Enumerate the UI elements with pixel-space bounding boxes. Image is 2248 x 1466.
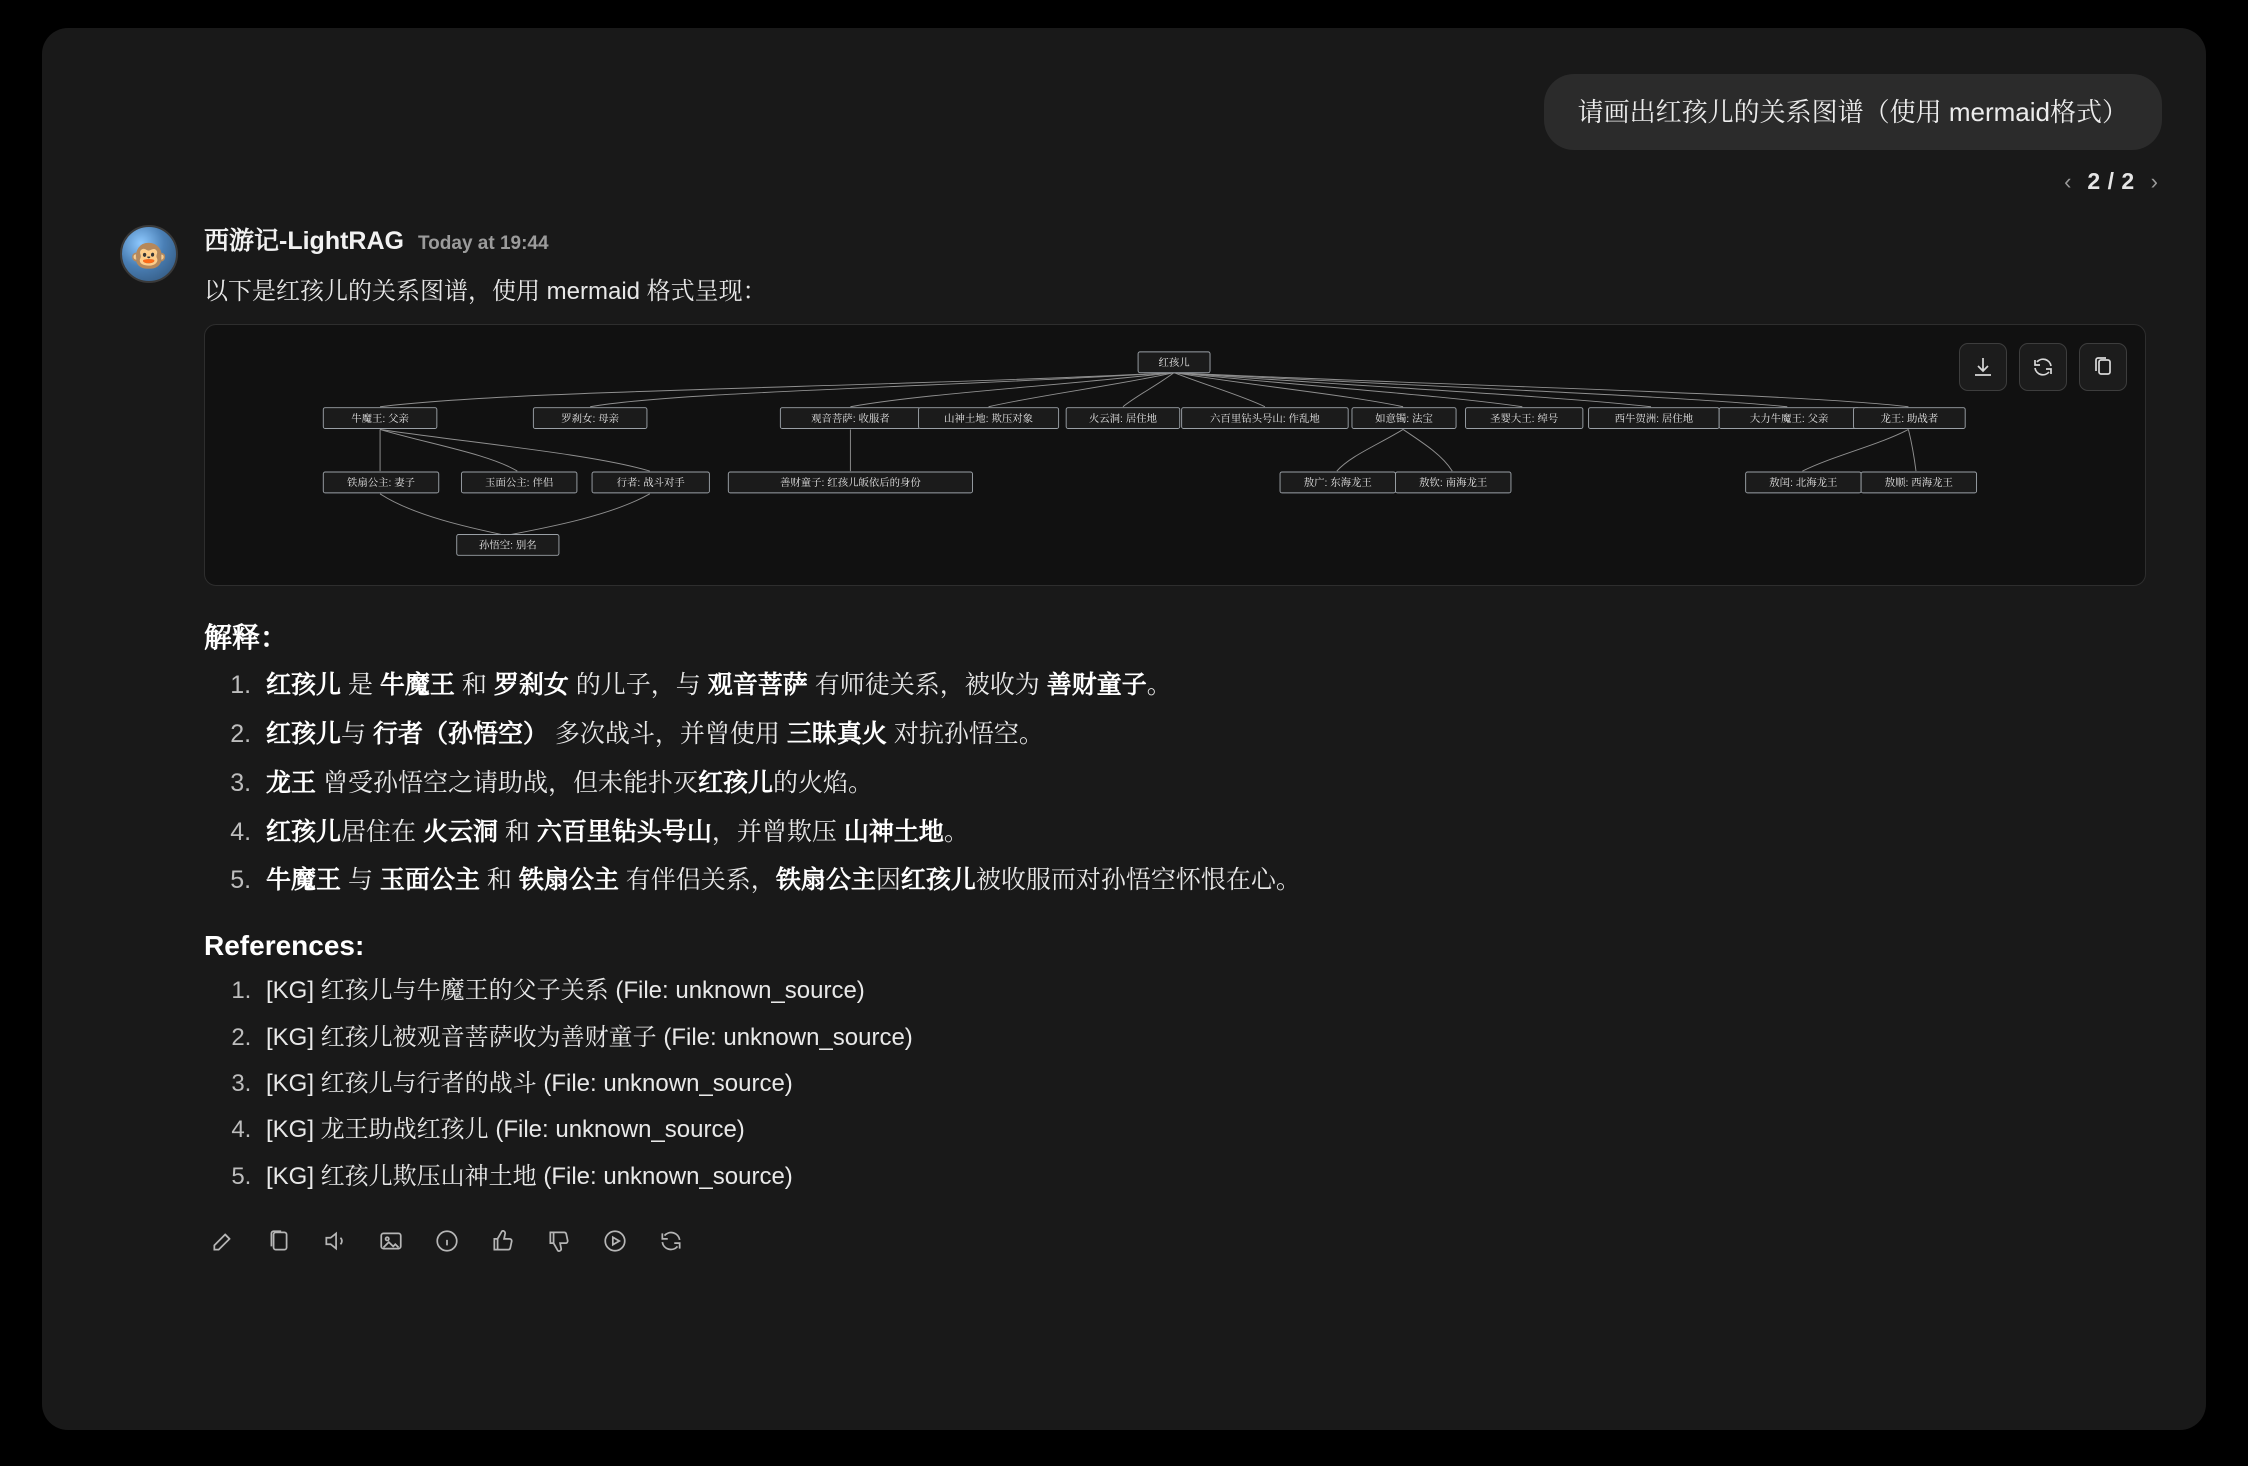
- copy-icon[interactable]: [2079, 343, 2127, 391]
- pager-next-button[interactable]: ›: [2150, 168, 2158, 194]
- graph-node-label: 山神土地: 欺压对象: [944, 414, 1034, 426]
- graph-node-label: 善财童子: 红孩儿皈依后的身份: [779, 478, 921, 490]
- references-title: References:: [204, 930, 365, 962]
- graph-node[interactable]: [1719, 408, 1859, 429]
- list-item: 5. [KG] 红孩儿欺压山神土地 (File: unknown_source): [258, 1158, 2146, 1196]
- graph-node-label: 敖广: 东海龙王: [1303, 478, 1372, 490]
- graph-node[interactable]: [1280, 472, 1395, 493]
- list-item: 4. 红孩儿居住在 火云洞 和 六百里钻头号山，并曾欺压 山神土地。: [258, 813, 2146, 852]
- explanation-list: [204, 666, 2146, 900]
- graph-node-label: 敖钦: 南海龙王: [1419, 478, 1488, 490]
- assistant-message: [42, 195, 2206, 1286]
- list-item: 2. [KG] 红孩儿被观音菩萨收为善财童子 (File: unknown_source): [258, 1019, 2146, 1057]
- graph-node-label: 六百里钻头号山: 作乱地: [1210, 414, 1320, 426]
- graph-node[interactable]: [1066, 408, 1180, 429]
- graph-node[interactable]: [1395, 472, 1510, 493]
- graph-node[interactable]: [457, 535, 559, 556]
- graph-node-label: 龙王: 助战者: [1880, 414, 1939, 426]
- list-item: 4. [KG] 龙王助战红孩儿 (File: unknown_source): [258, 1111, 2146, 1149]
- graph-node[interactable]: [728, 472, 972, 493]
- graph-node[interactable]: [1352, 408, 1456, 429]
- edit-icon[interactable]: [208, 1226, 238, 1256]
- graph-node[interactable]: [323, 408, 437, 429]
- avatar-glyph: 🐵: [130, 239, 168, 273]
- image-icon[interactable]: [376, 1226, 406, 1256]
- message-actions-toolbar: [204, 1204, 2146, 1286]
- graph-node-label: 圣婴大王: 绰号: [1490, 414, 1559, 426]
- graph-node-label: 如意镯: 法宝: [1375, 414, 1433, 426]
- graph-node[interactable]: [1861, 472, 1976, 493]
- diagram-toolbar: [1959, 343, 2127, 391]
- graph-node-label: 行者: 战斗对手: [616, 478, 685, 490]
- user-message-bubble: 请画出红孩儿的关系图谱（使用 mermaid格式）: [1544, 74, 2162, 150]
- graph-node[interactable]: [1854, 408, 1966, 429]
- copy-icon[interactable]: [264, 1226, 294, 1256]
- graph-node-label: 铁扇公主: 妻子: [346, 478, 416, 490]
- assistant-message-body: [178, 221, 2146, 1286]
- message-pager: [42, 150, 2206, 195]
- graph-node[interactable]: [592, 472, 709, 493]
- graph-node[interactable]: [323, 472, 438, 493]
- graph-node[interactable]: [780, 408, 920, 429]
- download-icon[interactable]: [1959, 343, 2007, 391]
- list-item: 1. 红孩儿 是 牛魔王 和 罗刹女 的儿子，与 观音菩萨 有师徒关系，被收为 善财童子。: [258, 666, 2146, 705]
- relationship-graph: [205, 325, 2145, 585]
- graph-nodes: [323, 352, 1976, 555]
- thumbs-up-icon[interactable]: [488, 1226, 518, 1256]
- pager-prev-button[interactable]: ‹: [2064, 168, 2072, 194]
- list-item: 3. [KG] 红孩儿与行者的战斗 (File: unknown_source): [258, 1065, 2146, 1103]
- graph-node-root[interactable]: [1138, 352, 1210, 373]
- refresh-icon[interactable]: [2019, 343, 2067, 391]
- graph-node[interactable]: [1182, 408, 1349, 429]
- thumbs-down-icon[interactable]: [544, 1226, 574, 1256]
- message-intro-text: 以下是红孩儿的关系图谱，使用 mermaid 格式呈现：: [204, 278, 767, 306]
- regenerate-icon[interactable]: [656, 1226, 686, 1256]
- graph-node[interactable]: [461, 472, 576, 493]
- graph-node-label: 观音菩萨: 收服者: [811, 414, 890, 426]
- graph-node-label: 孙悟空: 别名: [478, 540, 537, 552]
- mermaid-diagram-panel: [204, 324, 2146, 586]
- graph-node-label: 牛魔王: 父亲: [351, 414, 409, 426]
- list-item: 1. [KG] 红孩儿与牛魔王的父子关系 (File: unknown_source): [258, 972, 2146, 1010]
- graph-node[interactable]: [1466, 408, 1583, 429]
- list-item: 3. 龙王 曾受孙悟空之请助战，但未能扑灭红孩儿的火焰。: [258, 764, 2146, 803]
- speaker-icon[interactable]: [320, 1226, 350, 1256]
- play-icon[interactable]: [600, 1226, 630, 1256]
- pager-count: 2 / 2: [2087, 168, 2135, 195]
- graph-node-label: 敖闰: 北海龙王: [1769, 478, 1838, 490]
- info-icon[interactable]: [432, 1226, 462, 1256]
- graph-node-label: 大力牛魔王: 父亲: [1749, 414, 1829, 426]
- list-item: 5. 牛魔王 与 玉面公主 和 铁扇公主 有伴侣关系，铁扇公主因红孩儿被收服而对孙悟空怀恨在心。: [258, 861, 2146, 900]
- references-list: [204, 972, 2146, 1196]
- graph-node-label: 西牛贺洲: 居住地: [1614, 414, 1694, 426]
- graph-node[interactable]: [919, 408, 1059, 429]
- chat-window: [42, 28, 2206, 1430]
- explanation-title: 解释：: [204, 622, 289, 654]
- graph-node[interactable]: [533, 408, 647, 429]
- message-timestamp: Today at 19:44: [417, 233, 549, 255]
- graph-edges: [380, 373, 1916, 536]
- graph-node-label: 红孩儿: [1158, 358, 1190, 370]
- message-author: 西游记-LightRAG: [204, 227, 404, 256]
- graph-node[interactable]: [1589, 408, 1720, 429]
- graph-node[interactable]: [1746, 472, 1861, 493]
- graph-node-label: 敖顺: 西海龙王: [1884, 478, 1953, 490]
- list-item: 2. 红孩儿与 行者（孙悟空） 多次战斗，并曾使用 三昧真火 对抗孙悟空。: [258, 715, 2146, 754]
- avatar: [120, 225, 178, 283]
- graph-node-label: 玉面公主: 伴侣: [485, 478, 554, 490]
- user-message-row: [42, 28, 2206, 150]
- message-header: [204, 221, 2146, 257]
- graph-node-label: 火云洞: 居住地: [1088, 414, 1158, 426]
- graph-node-label: 罗刹女: 母亲: [561, 414, 620, 426]
